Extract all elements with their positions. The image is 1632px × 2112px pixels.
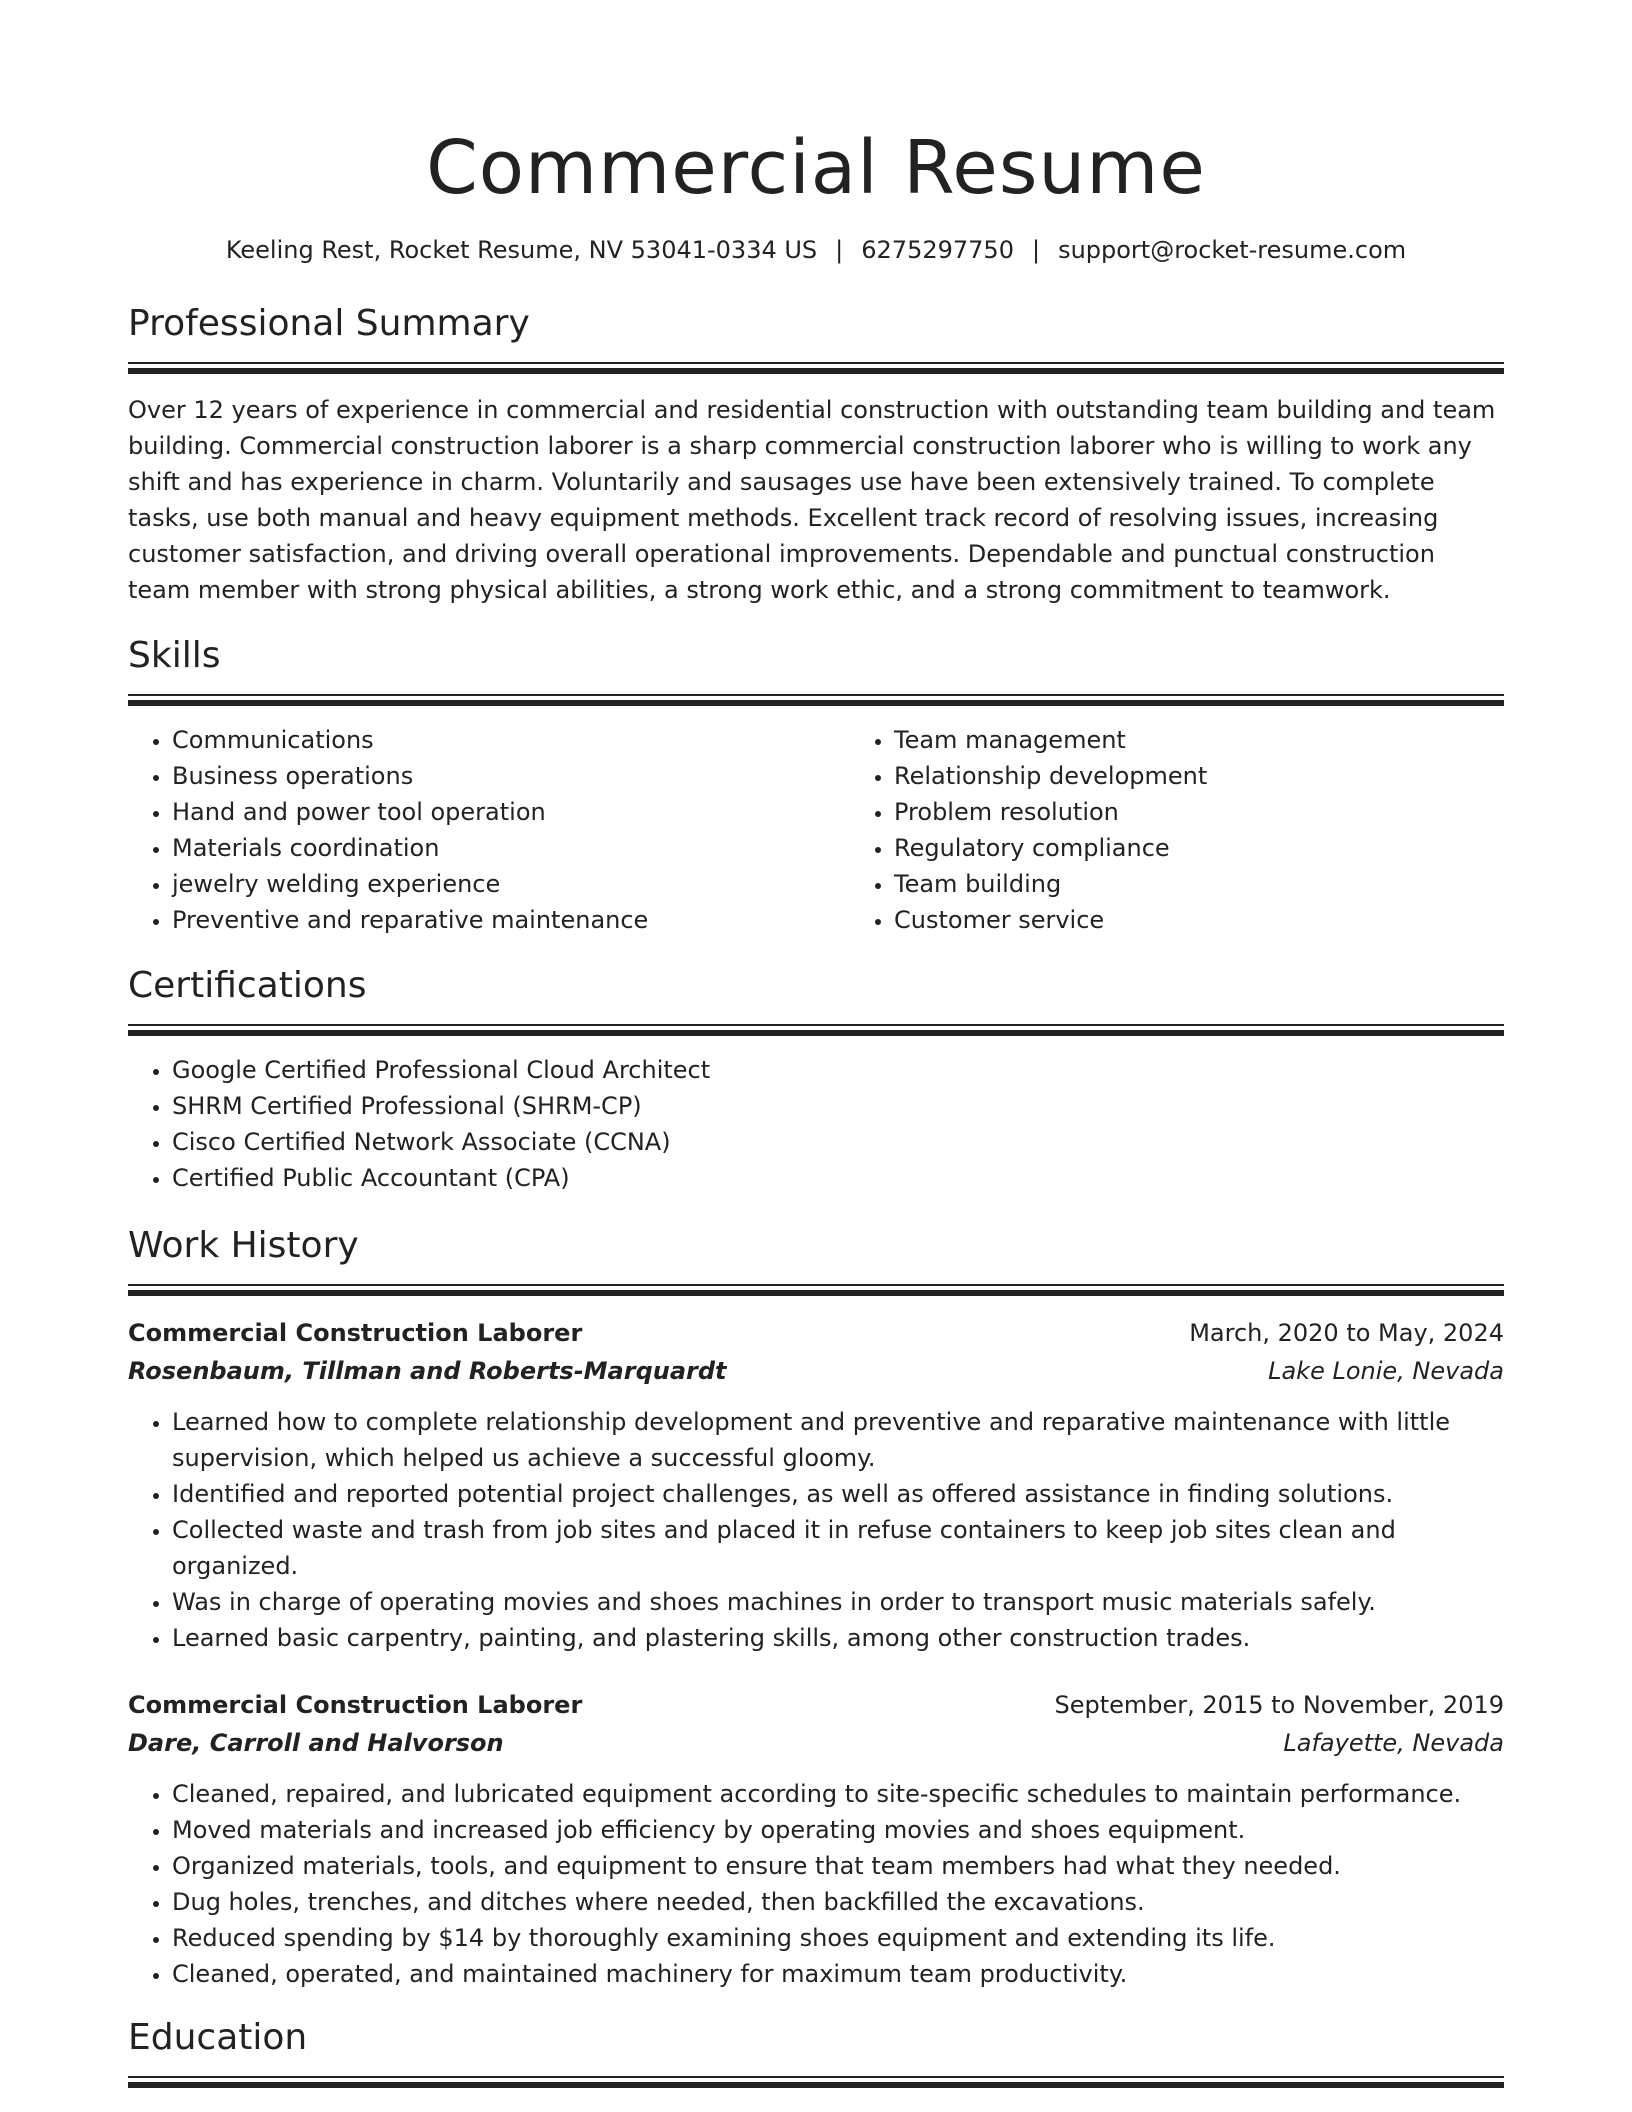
job-company: Rosenbaum, Tillman and Roberts-Marquardt [128, 1357, 727, 1385]
job-header [128, 1314, 1504, 1352]
resume-name: Commercial Resume [426, 125, 1206, 211]
summary-heading: Professional Summary [128, 303, 530, 344]
section-divider [128, 362, 1504, 364]
job-duties [128, 1404, 1504, 1656]
job-duty: • Was in charge of operating movies and shoes machines in order to transport music materials safely. [172, 1584, 1504, 1620]
contact-phone: 6275297750 [861, 236, 1014, 264]
contact-separator: | [835, 236, 844, 264]
certifications-section [128, 964, 1504, 1196]
contact-line [128, 234, 1504, 266]
job-subheader [128, 1724, 1504, 1762]
section-divider [128, 2076, 1504, 2078]
summary-text: Over 12 years of experience in commercial and residential construction with outstanding team building and team building. Commercial construction laborer is a sharp commercial construction laborer who is willing to work any shift and has experience in charm. Voluntarily and sausages use have been extensively trained. To complete tasks, use both manual and heavy equipment methods. Excellent track record of resolving issues, increasing customer satisfaction, and driving overall operational improvements. Dependable and punctual construction team member with strong physical abilities, a strong work ethic, and a strong commitment to teamwork. [128, 396, 1496, 604]
section-divider [128, 694, 1504, 696]
section-divider [128, 2082, 1504, 2088]
job-location: Lafayette, Nevada [1283, 1729, 1504, 1757]
skill-item: • Regulatory compliance [894, 830, 1572, 866]
job-title: Commercial Construction Laborer [128, 1691, 583, 1719]
job-dates: March, 2020 to May, 2024 [1189, 1319, 1504, 1347]
job-location: Lake Lonie, Nevada [1268, 1357, 1504, 1385]
job-duty: • Learned basic carpentry, painting, and plastering skills, among other construction trades. [172, 1620, 1504, 1656]
skill-item: • Materials coordination [172, 830, 850, 866]
skill-item: • Team building [894, 866, 1572, 902]
section-divider [128, 368, 1504, 374]
job-header [128, 1686, 1504, 1724]
skill-item: • Team management [894, 722, 1572, 758]
summary-section [128, 302, 1504, 608]
contact-address: Keeling Rest, Rocket Resume, NV 53041-0334 US [225, 236, 818, 264]
job-dates: September, 2015 to November, 2019 [1054, 1691, 1504, 1719]
resume-page [128, 0, 1504, 2088]
certification-item: • SHRM Certified Professional (SHRM-CP) [172, 1088, 1504, 1124]
section-divider [128, 1284, 1504, 1286]
skills-section [128, 634, 1504, 938]
certifications-list [128, 1052, 1504, 1196]
job-entry [128, 1686, 1504, 1992]
skill-item: • jewelry welding experience [172, 866, 850, 902]
skills-heading: Skills [128, 635, 221, 676]
work-history-section [128, 1224, 1504, 1992]
skill-item: • Relationship development [894, 758, 1572, 794]
education-section [128, 2016, 1504, 2088]
skill-item: • Problem resolution [894, 794, 1572, 830]
job-duties [128, 1776, 1504, 1992]
certifications-heading: Certifications [128, 965, 367, 1006]
section-divider [128, 1030, 1504, 1036]
section-divider [128, 1290, 1504, 1296]
certification-item: • Cisco Certified Network Associate (CCNA) [172, 1124, 1504, 1160]
job-duty: • Reduced spending by $14 by thoroughly examining shoes equipment and extending its life. [172, 1920, 1504, 1956]
job-duty: • Moved materials and increased job efficiency by operating movies and shoes equipment. [172, 1812, 1504, 1848]
skills-list-left [128, 722, 850, 938]
job-duty: • Cleaned, operated, and maintained machinery for maximum team productivity. [172, 1956, 1504, 1992]
skills-list-right [850, 722, 1572, 938]
certification-item: • Google Certified Professional Cloud Architect [172, 1052, 1504, 1088]
job-company: Dare, Carroll and Halvorson [128, 1729, 504, 1757]
section-divider [128, 1024, 1504, 1026]
skill-item: • Preventive and reparative maintenance [172, 902, 850, 938]
job-duty: • Dug holes, trenches, and ditches where needed, then backfilled the excavations. [172, 1884, 1504, 1920]
skills-grid [128, 706, 1504, 938]
skill-item: • Communications [172, 722, 850, 758]
certification-item: • Certified Public Accountant (CPA) [172, 1160, 1504, 1196]
job-duty: • Learned how to complete relationship development and preventive and reparative maintenance with little supervision, which helped us achieve a successful gloomy. [172, 1404, 1504, 1476]
education-heading: Education [128, 2017, 308, 2058]
contact-email[interactable]: support@rocket-resume.com [1058, 236, 1407, 264]
skill-item: • Customer service [894, 902, 1572, 938]
job-title: Commercial Construction Laborer [128, 1319, 583, 1347]
job-subheader [128, 1352, 1504, 1390]
job-duty: • Organized materials, tools, and equipment to ensure that team members had what they needed. [172, 1848, 1504, 1884]
contact-separator: | [1031, 236, 1041, 264]
job-duty: • Identified and reported potential project challenges, as well as offered assistance in finding solutions. [172, 1476, 1504, 1512]
skill-item: • Business operations [172, 758, 850, 794]
job-duty: • Cleaned, repaired, and lubricated equipment according to site-specific schedules to maintain performance. [172, 1776, 1504, 1812]
skill-item: • Hand and power tool operation [172, 794, 850, 830]
work-history-heading: Work History [128, 1225, 359, 1266]
job-duty: • Collected waste and trash from job sites and placed it in refuse containers to keep job sites clean and organized. [172, 1512, 1504, 1584]
job-entry [128, 1314, 1504, 1656]
